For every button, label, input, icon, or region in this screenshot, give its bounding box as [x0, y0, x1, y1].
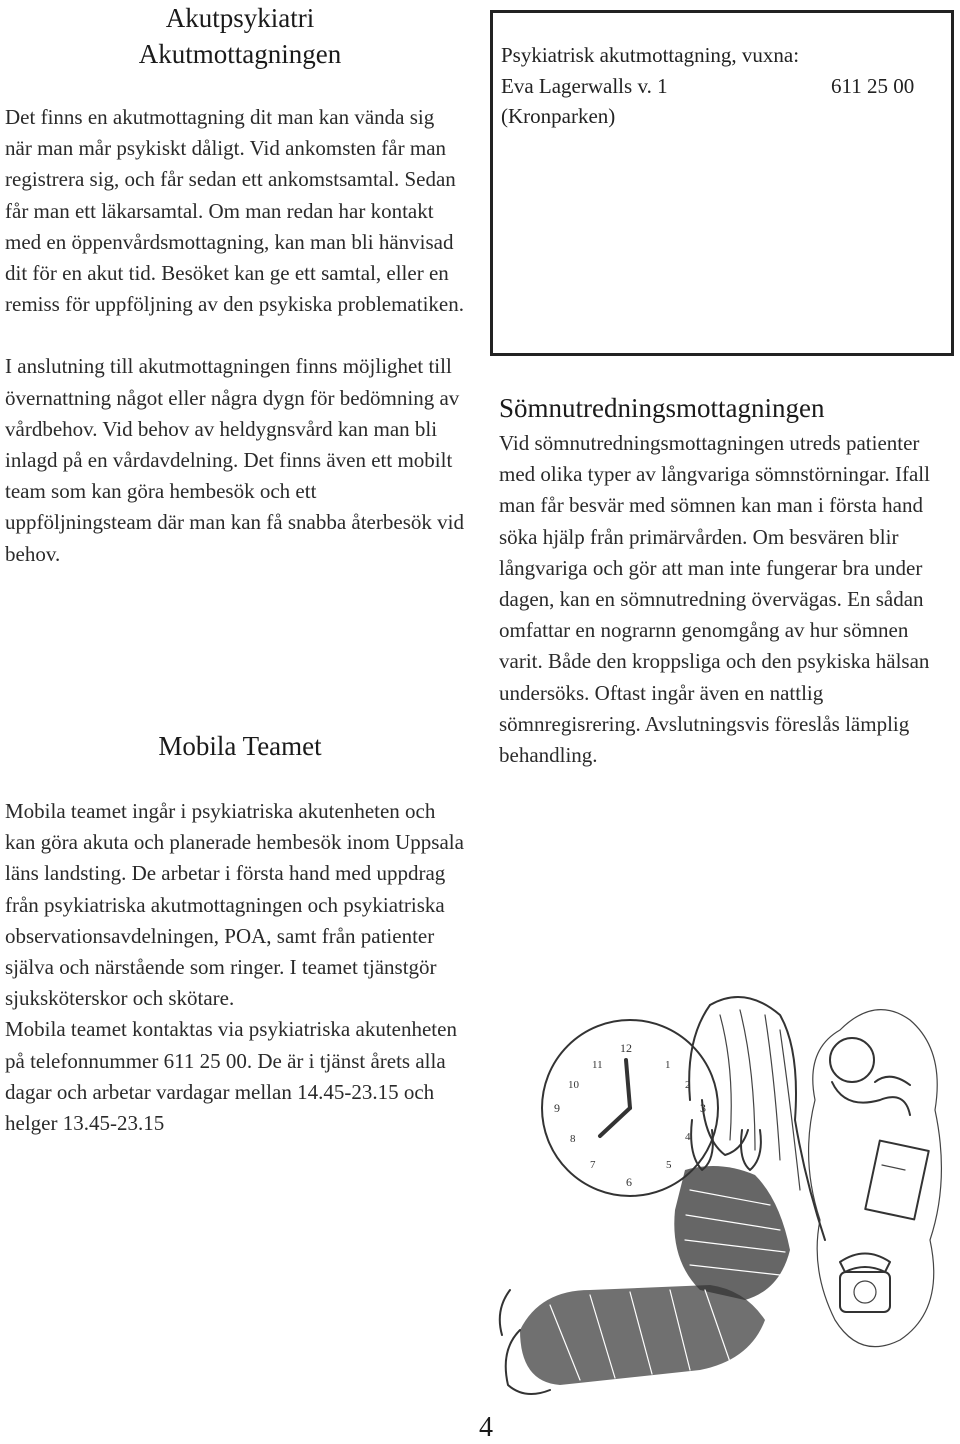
contact-title: Psykiatrisk akutmottagning, vuxna:: [501, 43, 800, 67]
contact-phone: 611 25 00: [831, 74, 915, 98]
mobila-heading: Mobila Teamet: [158, 731, 322, 761]
svg-text:8: 8: [570, 1133, 576, 1145]
akut-heading-line1: Akutpsykiatri: [165, 3, 315, 33]
svg-text:1: 1: [665, 1059, 671, 1071]
thought-bubble: [809, 1010, 942, 1347]
mobila-section: [5, 796, 467, 1139]
contact-area: (Kronparken): [501, 104, 616, 128]
page-number: 4: [479, 1412, 493, 1443]
mobila-paragraph-1: Mobila teamet ingår i psykiatriska akutenheten och kan göra akuta och planerade hembesök inom Uppsala läns landsting. De arbetar i första hand med uppdrag från psykiatriska akutmottagningen och psykiatriska observationsavdelningen, POA, samt från patienter själva och närstående som ringer. I teamet tjänstgör sjuksköterskor och skötare.: [5, 799, 464, 1011]
mobila-paragraph-2: Mobila teamet kontaktas via psykiatriska akutenheten på telefonnummer 611 25 00. De är i tjänst årets alla dagar och arbetar vardagar mellan 14.45-23.15 och helger 13.45-23.15: [5, 1017, 457, 1136]
svg-text:3: 3: [700, 1101, 706, 1115]
akut-section: [5, 102, 465, 570]
svg-text:12: 12: [620, 1041, 632, 1055]
svg-text:9: 9: [554, 1101, 560, 1115]
svg-text:2: 2: [685, 1079, 691, 1091]
akut-heading: [40, 0, 440, 72]
svg-text:4: 4: [685, 1131, 691, 1143]
sleepless-illustration: [480, 990, 950, 1410]
svg-text:11: 11: [592, 1059, 603, 1071]
svg-text:6: 6: [626, 1175, 632, 1189]
svg-text:10: 10: [568, 1079, 579, 1091]
person-figure: [500, 997, 825, 1394]
akut-heading-line2: Akutmottagningen: [138, 39, 342, 69]
svg-text:7: 7: [590, 1159, 596, 1171]
somn-heading: Sömnutredningsmottagningen: [499, 393, 825, 423]
contact-address: Eva Lagerwalls v. 1: [501, 74, 668, 98]
akut-paragraph-1: Det finns en akutmottagning dit man kan vända sig när man mår psykiskt dåligt. Vid ankomsten får man registrera sig, och får sedan ett ankomstsamtal. Sedan får man ett läkarsamtal. Om man redan har kontakt med en öppenvårdsmottagning, kan man bli hänvisad dit för en akut tid. Besöket kan ge ett samtal, eller en remiss för uppföljning av den psykiska problematiken.: [5, 105, 464, 317]
svg-text:5: 5: [666, 1159, 672, 1171]
somn-paragraph: Vid sömnutredningsmottagningen utreds patienter med olika typer av långvariga sömnstörningar. Ifall man får besvär med sömnen kan man i första hand söka hjälp från primärvården. Om besvären blir långvariga och gör att man inte fungerar bra under dagen, kan en sömnutredning övervägas. En sådan omfattar en nograrnn genomgång av hur sömnen varit. Både den kroppsliga och den psykiska hälsan undersöks. Oftast ingår även en nattlig sömnregisrering. Avslutningsvis föreslås lämplig behandling.: [499, 431, 930, 768]
contact-box: [490, 10, 954, 356]
akut-paragraph-2: I anslutning till akutmottagningen finns möjlighet till övernattning något eller några dygn för bedömning av vårdbehov. Vid behov av heldygnsvård kan man bli inlagd på en vårdavdelning. Det finns även ett mobilt team som kan göra hembesök och ett uppföljningsteam där man kan få snabba återbesök vid behov.: [5, 354, 464, 566]
